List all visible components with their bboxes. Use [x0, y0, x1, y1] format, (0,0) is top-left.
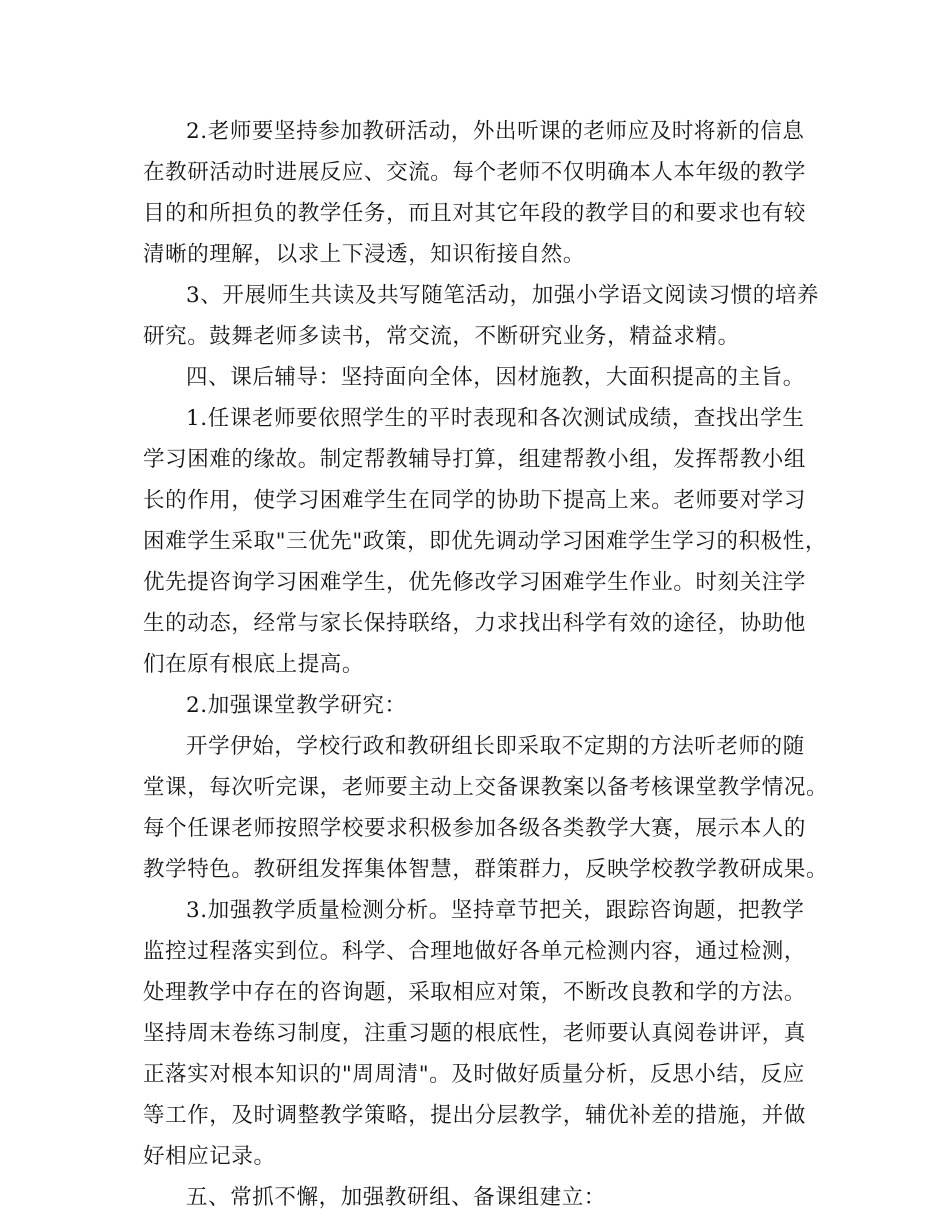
- text-line: 长的作用，使学习困难学生在同学的协助下提高上来。老师要对学习: [143, 488, 807, 513]
- text-line: 监控过程落实到位。科学、合理地做好各单元检测内容，通过检测，: [143, 939, 807, 964]
- text-line: 1.任课老师要依照学生的平时表现和各次测试成绩，查找出学生: [186, 406, 805, 431]
- text-line: 困难学生采取"三优先"政策，即优先调动学习困难学生学习的积极性，: [143, 529, 827, 554]
- text-line: 处理教学中存在的咨询题，采取相应对策，不断改良教和学的方法。: [143, 980, 807, 1005]
- text-line: 清晰的理解，以求上下浸透，知识衔接自然。: [143, 242, 586, 267]
- text-line: 2.老师要坚持参加教研活动，外出听课的老师应及时将新的信息: [186, 119, 805, 144]
- text-line: 正落实对根本知识的"周周清"。及时做好质量分析，反思小结，反应: [143, 1062, 805, 1087]
- text-line: 们在原有根底上提高。: [143, 652, 365, 677]
- text-line: 在教研活动时进展反应、交流。每个老师不仅明确本人本年级的教学: [143, 160, 807, 185]
- text-line: 每个任课老师按照学校要求积极参加各级各类教学大赛，展示本人的: [143, 816, 807, 841]
- text-line: 堂课，每次听完课，老师要主动上交备课教案以备考核课堂教学情况。: [143, 775, 829, 800]
- text-line: 优先提咨询学习困难学生，优先修改学习困难学生作业。时刻关注学: [143, 570, 807, 595]
- text-line: 开学伊始，学校行政和教研组长即采取不定期的方法听老师的随: [186, 734, 805, 759]
- text-line: 坚持周末卷练习制度，注重习题的根底性，老师要认真阅卷讲评，真: [143, 1021, 807, 1046]
- text-line: 研究。鼓舞老师多读书，常交流，不断研究业务，精益求精。: [143, 324, 740, 349]
- text-line: 学习困难的缘故。制定帮教辅导打算，组建帮教小组，发挥帮教小组: [143, 447, 807, 472]
- text-line: 生的动态，经常与家长保持联络，力求找出科学有效的途径，协助他: [143, 611, 807, 636]
- text-line: 等工作，及时调整教学策略，提出分层教学，辅优补差的措施，并做: [143, 1103, 807, 1128]
- text-line: 教学特色。教研组发挥集体智慧，群策群力，反映学校教学教研成果。: [143, 857, 829, 882]
- text-line: 3、开展师生共读及共写随笔活动，加强小学语文阅读习惯的培养: [186, 283, 820, 308]
- text-line: 五、常抓不懈，加强教研组、备课组建立：: [186, 1185, 606, 1210]
- text-line: 四、课后辅导：坚持面向全体，因材施教，大面积提高的主旨。: [186, 365, 805, 390]
- text-line: 目的和所担负的教学任务，而且对其它年段的教学目的和要求也有较: [143, 201, 807, 226]
- text-line: 3.加强教学质量检测分析。坚持章节把关，跟踪咨询题，把教学: [186, 898, 805, 923]
- text-line: 好相应记录。: [143, 1144, 276, 1169]
- text-line: 2.加强课堂教学研究：: [186, 693, 407, 718]
